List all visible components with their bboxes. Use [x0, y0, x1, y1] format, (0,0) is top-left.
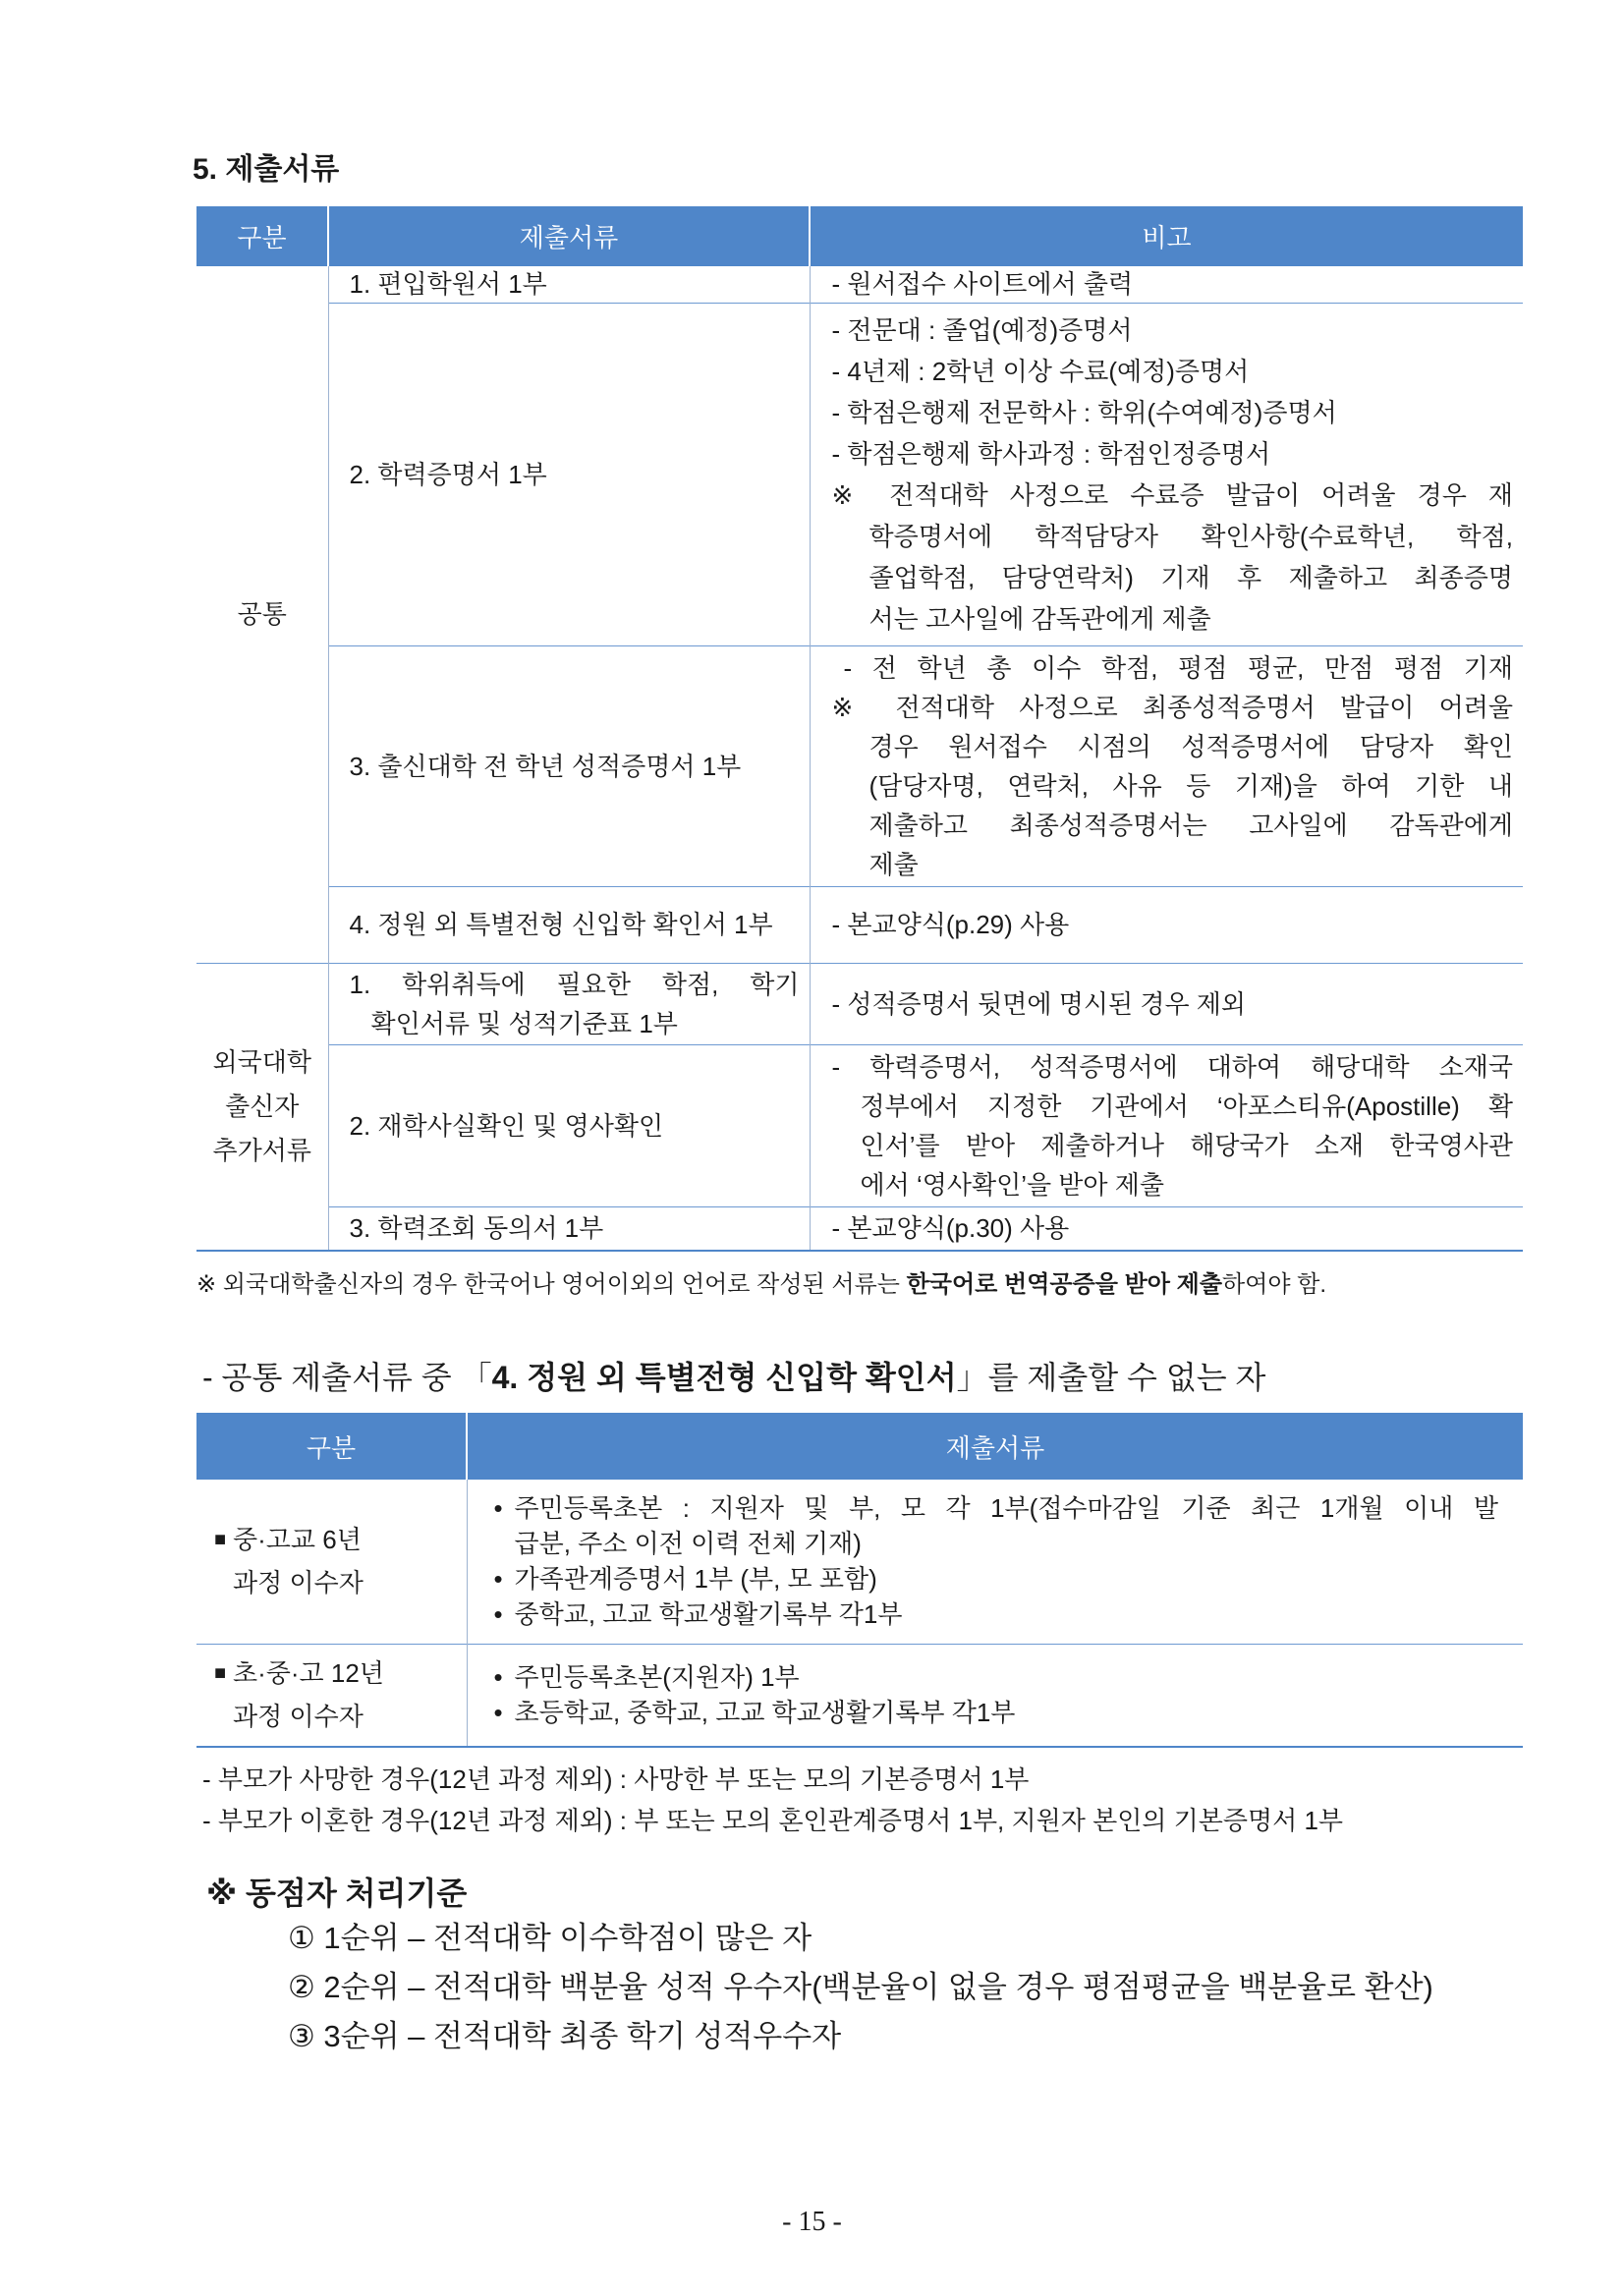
exception-heading-prefix: - 공통 제출서류 중 「: [202, 1360, 492, 1395]
square-bullet-icon: ■: [214, 1529, 227, 1551]
document-cell: [328, 1044, 810, 1206]
column-header-remarks: 비고: [810, 206, 1523, 266]
document-line: 3. 출신대학 전 학년 성적증명서 1부: [349, 751, 742, 781]
category-cell: [196, 1480, 467, 1644]
list-item: [468, 1490, 1524, 1561]
category-label: 외국대학: [212, 1046, 311, 1077]
category-line: 과정 이수자: [233, 1702, 364, 1732]
document-cell: [328, 303, 810, 645]
document-line: 확인서류 및 성적기준표 1부: [370, 1008, 678, 1038]
category-line: 과정 이수자: [233, 1568, 364, 1598]
category-block: [196, 1652, 467, 1738]
note-line: - 부모가 이혼한 경우(12년 과정 제외) : 부 또는 모의 혼인관계증명서 1부, 지원자 본인의 기본증명서 1부: [202, 1806, 1344, 1835]
remark-line: - 전문대 : 졸업(예정)증명서: [831, 314, 1133, 345]
remark-line: 제출: [868, 849, 919, 879]
parent-status-notes: [202, 1759, 1343, 1841]
category-label: 출신자: [225, 1091, 300, 1121]
item-line: 중학교, 고교 학교생활기록부 각1부: [514, 1599, 903, 1630]
bullet-icon: •: [493, 1564, 503, 1595]
notice-emphasis: 한국어로 번역공증을 받아 제출: [906, 1271, 1223, 1298]
table-row: [196, 1206, 1523, 1251]
document-line: 4. 정원 외 특별전형 신입학 확인서 1부: [349, 910, 773, 939]
remark-line: - 본교양식(p.29) 사용: [831, 910, 1070, 939]
list-item: [468, 1659, 1524, 1695]
tie-break-title: ※ 동점자 처리기준: [206, 1876, 468, 1911]
bullet-icon: •: [493, 1493, 503, 1524]
remark-line: - 학점은행제 학사과정 : 학점인정증명서: [831, 438, 1271, 469]
tie-break-item: ② 2순위 – 전적대학 백분율 성적 우수자(백분율이 없을 경우 평점평균을 백분율로 환산): [288, 1970, 1433, 2004]
document-line: 3. 학력조회 동의서 1부: [349, 1213, 604, 1244]
category-foreign-cell: [196, 963, 328, 1251]
exception-heading: [202, 1356, 1265, 1399]
tie-break-item: ① 1순위 – 전적대학 이수학점이 많은 자: [288, 1921, 812, 1955]
category-line: 중·고교 6년: [233, 1525, 362, 1555]
list-item: [468, 1596, 1524, 1632]
table-row: [196, 963, 1523, 1044]
list-item: [468, 1695, 1524, 1730]
tie-break-list: [288, 1914, 1433, 2061]
tie-break-item: ③ 3순위 – 전적대학 최종 학기 성적우수자: [288, 2019, 842, 2053]
table-row: [196, 1480, 1523, 1644]
item-line: 가족관계증명서 1부 (부, 모 포함): [514, 1564, 877, 1595]
table-row: [196, 303, 1523, 645]
table-header-row: [196, 206, 1523, 266]
document-line: 2. 학력증명서 1부: [349, 459, 547, 489]
remark-line: (담당자명, 연락처, 사유 등 기재)을 하여 기한 내: [868, 770, 1513, 801]
table-header-row: [196, 1413, 1523, 1480]
document-line: 1. 학위취득에 필요한 학점, 학기: [349, 969, 800, 999]
exception-heading-emphasis: 4. 정원 외 특별전형 신입학 확인서: [491, 1360, 957, 1395]
document-cell: [328, 1206, 810, 1251]
item-line: 급분, 주소 이전 이력 전체 기재): [514, 1529, 862, 1559]
notice-suffix: 하여야 함.: [1222, 1271, 1327, 1298]
document-line: 1. 편입학원서 1부: [349, 269, 547, 300]
square-bullet-icon: ■: [214, 1662, 227, 1685]
remark-line: 졸업학점, 담당연락처) 기재 후 제출하고 최종증명: [868, 562, 1513, 592]
remark-line: 인서’를 받아 제출하거나 해당국가 소재 한국영사관: [860, 1130, 1513, 1160]
document-cell: [328, 963, 810, 1044]
table-row: [196, 266, 1523, 303]
notice-text: ※ 외국대학출신자의 경우 한국어나 영어이외의 언어로 작성된 서류는: [196, 1271, 907, 1298]
column-header-category: 구분: [196, 1413, 467, 1480]
remark-line: - 전 학년 총 이수 학점, 평점 평균, 만점 평점 기재: [843, 652, 1513, 683]
remarks-cell: [810, 303, 1523, 645]
document-line: 2. 재학사실확인 및 영사확인: [349, 1110, 664, 1141]
remarks-cell: [810, 886, 1523, 963]
column-header-category: 구분: [196, 206, 328, 266]
category-label: 추가서류: [212, 1135, 311, 1165]
category-cell: [196, 1644, 467, 1747]
remarks-cell: [810, 1044, 1523, 1206]
exception-heading-suffix: 」를 제출할 수 없는 자: [956, 1360, 1266, 1395]
bullet-icon: •: [493, 1599, 503, 1630]
column-header-documents: 제출서류: [328, 206, 810, 266]
remarks-cell: [810, 963, 1523, 1044]
remark-line: - 학력증명서, 성적증명서에 대하여 해당대학 소재국: [831, 1051, 1513, 1082]
translation-notice: [196, 1268, 1326, 1302]
item-line: 주민등록초본(지원자) 1부: [514, 1662, 800, 1693]
category-block: [196, 1518, 467, 1604]
item-line: 초등학교, 중학교, 고교 학교생활기록부 각1부: [514, 1698, 1016, 1728]
column-header-documents: 제출서류: [467, 1413, 1523, 1480]
documents-cell: [467, 1644, 1523, 1747]
documents-cell: [467, 1480, 1523, 1644]
document-cell: [328, 266, 810, 303]
table-row: [196, 1044, 1523, 1206]
remarks-cell: [810, 1206, 1523, 1251]
item-line: 주민등록초본 : 지원자 및 부, 모 각 1부(접수마감일 기준 최근 1개월 이내 발: [514, 1493, 1498, 1524]
section-title: 5. 제출서류: [193, 153, 340, 186]
remark-line: - 4년제 : 2학년 이상 수료(예정)증명서: [831, 356, 1250, 386]
table-row: [196, 1644, 1523, 1747]
category-label: 공통: [237, 599, 287, 630]
table-row: [196, 645, 1523, 886]
remark-line: - 성적증명서 뒷면에 명시된 경우 제외: [831, 988, 1247, 1019]
remark-line: 제출하고 최종성적증명서는 고사일에 감독관에게: [868, 810, 1513, 840]
document-cell: [328, 886, 810, 963]
remark-line: ※ 전적대학 사정으로 최종성적증명서 발급이 어려울: [831, 692, 1513, 722]
remark-line: - 원서접수 사이트에서 출력: [831, 269, 1134, 300]
remarks-cell: [810, 266, 1523, 303]
document-cell: [328, 645, 810, 886]
category-common-cell: [196, 266, 328, 963]
required-documents-table: [196, 206, 1523, 1252]
remark-line: 정부에서 지정한 기관에서 ‘아포스티유(Apostille) 확: [860, 1091, 1513, 1121]
remark-line: 에서 ‘영사확인’을 받아 제출: [860, 1169, 1164, 1200]
remark-line: - 학점은행제 전문학사 : 학위(수여예정)증명서: [831, 397, 1337, 427]
remark-line: 경우 원서접수 시점의 성적증명서에 담당자 확인: [868, 731, 1513, 761]
remarks-cell: [810, 645, 1523, 886]
note-line: - 부모가 사망한 경우(12년 과정 제외) : 사망한 부 또는 모의 기본증명서 1부: [202, 1764, 1030, 1794]
page-number: - 15 -: [782, 2207, 842, 2237]
category-line: 초·중·고 12년: [233, 1658, 384, 1689]
bullet-icon: •: [493, 1662, 503, 1693]
remark-line: ※ 전적대학 사정으로 수료증 발급이 어려울 경우 재: [831, 479, 1513, 510]
remark-line: 학증명서에 학적담당자 확인사항(수료학년, 학점,: [868, 521, 1513, 551]
remark-line: - 본교양식(p.30) 사용: [831, 1213, 1070, 1244]
bullet-icon: •: [493, 1698, 503, 1728]
list-item: [468, 1561, 1524, 1596]
remark-line: 서는 고사일에 감독관에게 제출: [868, 603, 1211, 634]
alternative-documents-table: [196, 1413, 1523, 1748]
table-row: [196, 886, 1523, 963]
